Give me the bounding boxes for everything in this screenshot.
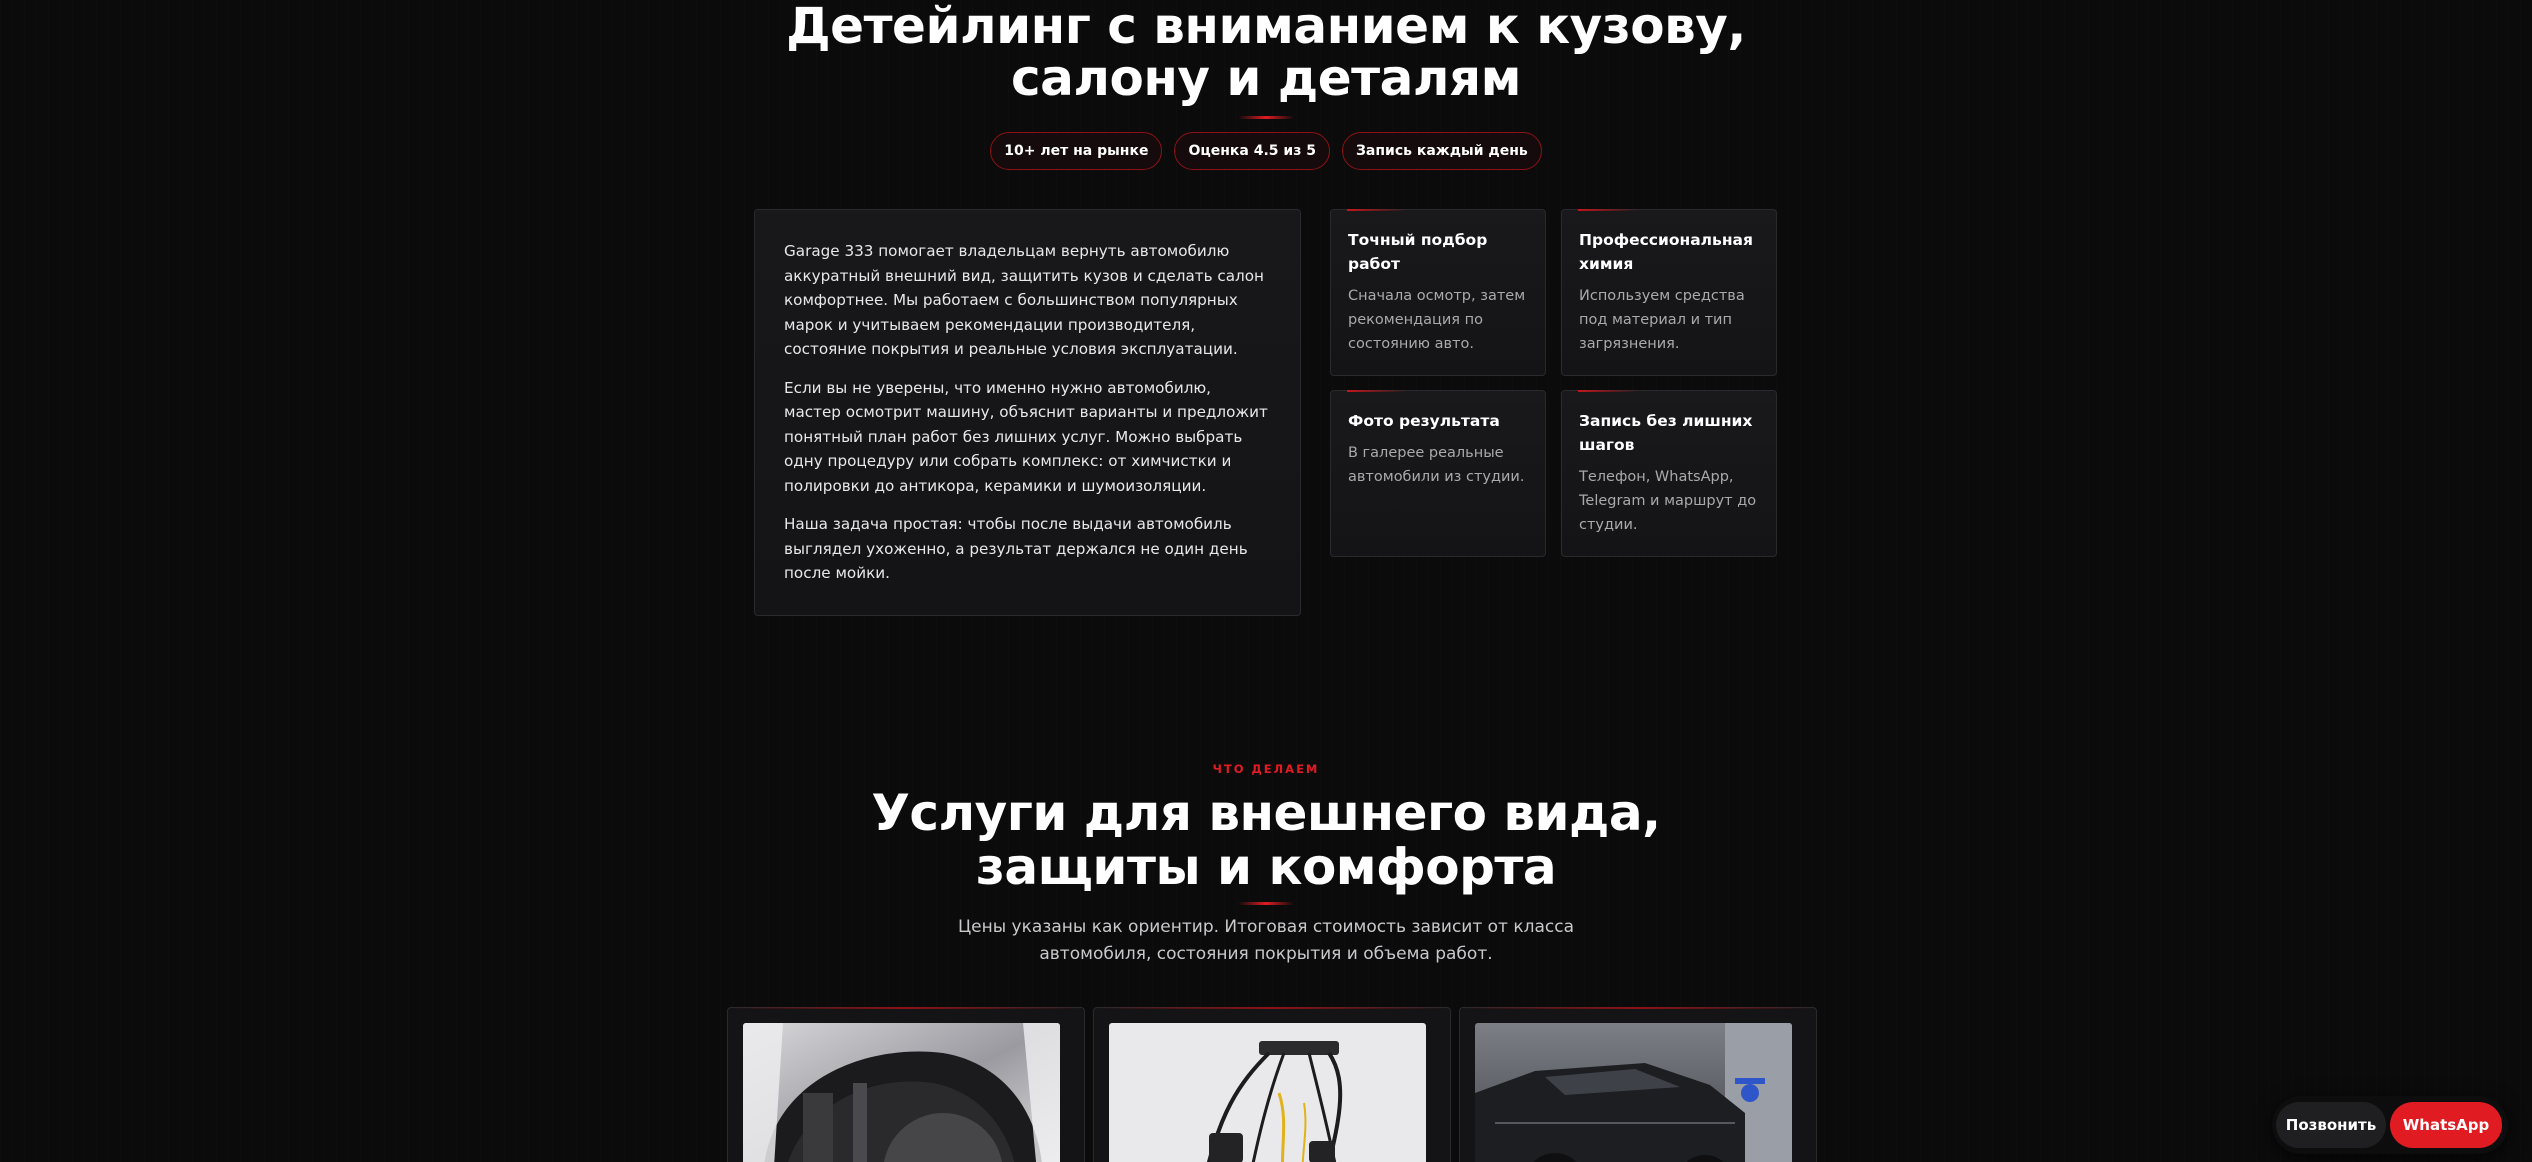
feature-card-precise-selection xyxy=(1330,209,1546,376)
services-accent-divider xyxy=(1238,902,1294,905)
about-paragraph-3: Наша задача простая: чтобы после выдачи автомобиль выглядел ухоженно, а результат держался не один день после мойки. xyxy=(784,515,1248,582)
feature-card-pro-chemicals xyxy=(1561,209,1777,376)
feature-text: Используем средства под материал и тип загрязнения. xyxy=(1579,288,1745,352)
about-title-line-1: Детейлинг с вниманием к кузову, xyxy=(786,0,1746,55)
services-title-line-1: Услуги для внешнего вида, xyxy=(871,784,1661,842)
feature-text: В галерее реальные автомобили из студии. xyxy=(1348,445,1525,485)
call-button[interactable]: Позвонить xyxy=(2276,1102,2386,1148)
feature-card-photo-result xyxy=(1330,390,1546,557)
services-title xyxy=(0,786,2532,894)
about-text-card xyxy=(754,209,1301,616)
badges-row xyxy=(0,132,2532,170)
feature-title: Профессиональная химия xyxy=(1579,231,1753,273)
service-image-harness xyxy=(1109,1023,1426,1162)
feature-title: Фото результата xyxy=(1348,412,1500,430)
wheel-arch-photo xyxy=(743,1023,1060,1162)
services-subtitle xyxy=(0,914,2532,968)
service-card-noise-insulation[interactable] xyxy=(1093,1007,1451,1162)
services-eyebrow: ЧТО ДЕЛАЕМ xyxy=(1212,762,1320,776)
about-paragraph-1: Garage 333 помогает владельцам вернуть автомобилю аккуратный внешний вид, защитить кузов и сделать салон комфортнее. Мы работаем с большинством популярных марок и учитываем рекомендации производителя, состояние покрытия и реальные условия эксплуатации. xyxy=(784,242,1264,358)
feature-card-easy-booking xyxy=(1561,390,1777,557)
feature-text: Сначала осмотр, затем рекомендация по состоянию авто. xyxy=(1348,288,1526,352)
service-image-wheel-arch xyxy=(743,1023,1060,1162)
title-accent-divider xyxy=(1238,116,1294,119)
about-paragraph-2: Если вы не уверены, что именно нужно автомобилю, мастер осмотрит машину, объяснит варианты и предложит понятный план работ без лишних услуг. Можно выбрать одну процедуру или собрать комплекс: от химчистки и полировки до антикора, керамики и шумоизоляции. xyxy=(784,378,1268,495)
badge-years: 10+ лет на рынке xyxy=(990,132,1162,170)
services-subtitle-line-1: Цены указаны как ориентир. Итоговая стоимость зависит от класса xyxy=(957,917,1575,937)
car-in-studio-photo xyxy=(1475,1023,1792,1162)
feature-text: Телефон, WhatsApp, Telegram и маршрут до студии. xyxy=(1579,469,1757,533)
about-title-line-2: салону и деталям xyxy=(1011,49,1521,107)
service-card-anticorrosion[interactable] xyxy=(727,1007,1085,1162)
service-card-polishing[interactable] xyxy=(1459,1007,1817,1162)
wiring-harness-photo xyxy=(1109,1023,1426,1162)
badge-rating: Оценка 4.5 из 5 xyxy=(1174,132,1330,170)
floating-contact-bar xyxy=(2272,1096,2508,1154)
service-image-car xyxy=(1475,1023,1792,1162)
feature-title: Точный подбор работ xyxy=(1348,231,1488,273)
services-title-line-2: защиты и комфорта xyxy=(975,838,1557,896)
whatsapp-button[interactable]: WhatsApp xyxy=(2390,1102,2502,1148)
about-title xyxy=(0,0,2532,107)
feature-title: Запись без лишних шагов xyxy=(1579,412,1753,454)
services-subtitle-line-2: автомобиля, состояния покрытия и объема работ. xyxy=(1039,944,1493,964)
badge-daily-booking: Запись каждый день xyxy=(1342,132,1542,170)
